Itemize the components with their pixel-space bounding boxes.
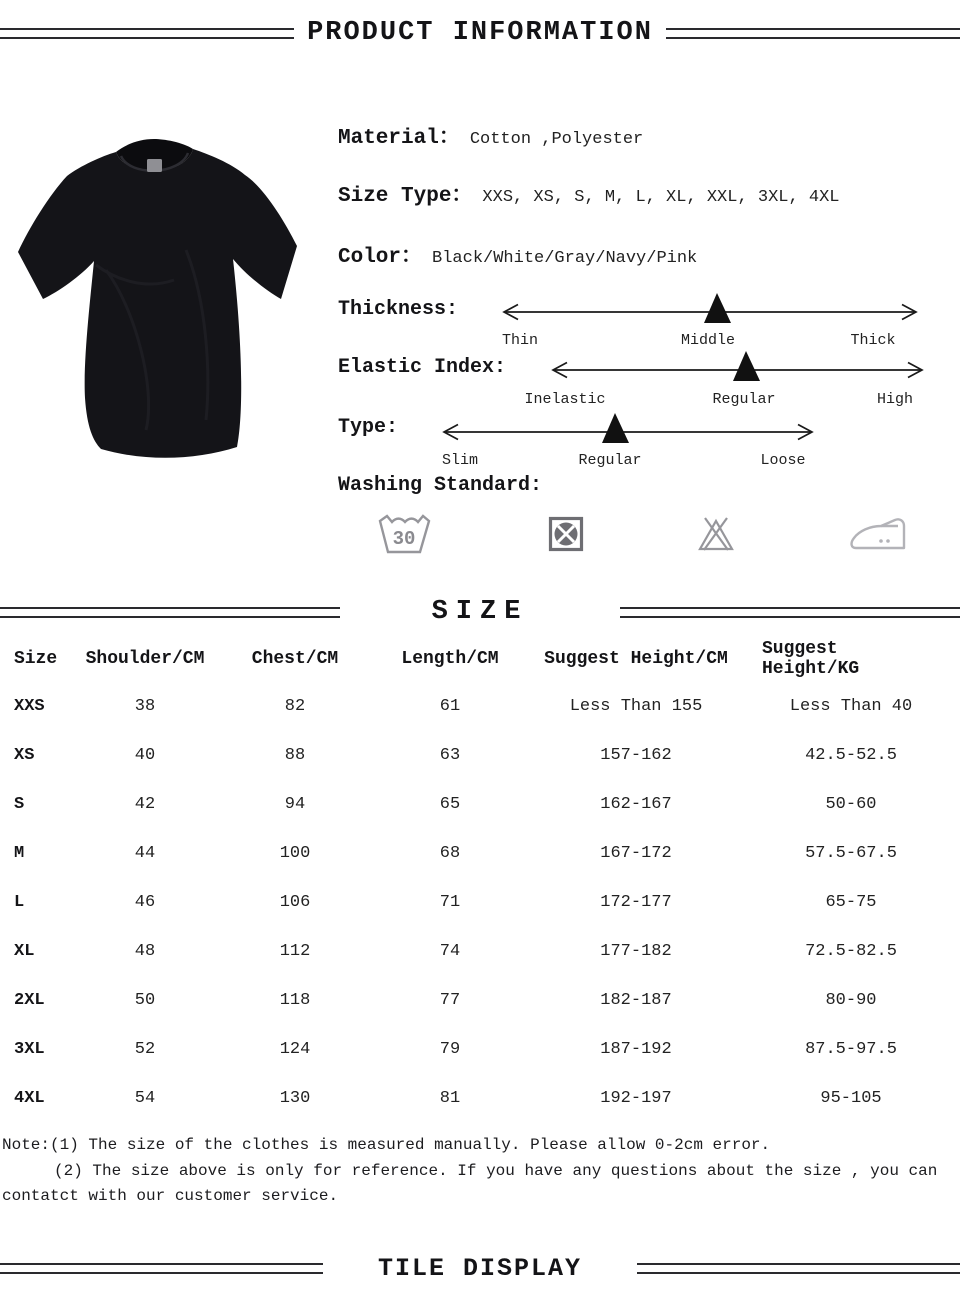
cell-length: 63 (439, 746, 461, 765)
thickness-tick-thin: Thin (501, 332, 539, 349)
elastic-tick-inelastic: Inelastic (524, 391, 606, 408)
table-row-3xl (0, 1025, 940, 1074)
cell-shoulder: 54 (134, 1089, 156, 1108)
cell-height-kg: 65-75 (825, 893, 877, 912)
tshirt-product-image (6, 130, 302, 470)
cell-size: XXS (14, 697, 45, 716)
double-rule-left (0, 1263, 323, 1274)
thickness-marker-triangle (704, 293, 731, 323)
elastic-scale-arrow (545, 350, 930, 392)
cell-chest: 124 (279, 1040, 311, 1059)
washing-standard-label: Washing Standard: (338, 474, 543, 497)
type-tick-loose: Loose (760, 452, 806, 469)
col-header-height-cm: Suggest Height/CM (544, 649, 728, 669)
page-title: PRODUCT INFORMATION (307, 18, 653, 48)
cell-size: XS (14, 746, 35, 765)
cell-height-cm: 167-172 (600, 844, 672, 863)
table-row-xxs (0, 682, 940, 731)
table-row-4xl (0, 1074, 940, 1123)
elastic-marker-triangle (733, 351, 760, 381)
cell-shoulder: 50 (134, 991, 156, 1010)
cell-chest: 88 (284, 746, 306, 765)
double-rule-right (666, 28, 960, 39)
wash-temp-text: 30 (392, 528, 416, 550)
cell-chest: 94 (284, 795, 306, 814)
cell-length: 61 (439, 697, 461, 716)
cell-height-cm: 162-167 (600, 795, 672, 814)
tshirt-collar-label (147, 159, 162, 172)
double-rule-left (0, 607, 340, 618)
cell-chest: 100 (279, 844, 311, 863)
cell-size: XL (14, 942, 35, 961)
cell-size: L (14, 893, 25, 912)
size-type-value: XXS, XS, S, M, L, XL, XXL, 3XL, 4XL (482, 188, 840, 207)
cell-height-cm: 177-182 (600, 942, 672, 961)
color-label: Color： (338, 246, 423, 269)
double-rule-left (0, 28, 294, 39)
type-label: Type: (338, 416, 399, 439)
thickness-scale-arrow (495, 292, 925, 334)
size-title: SIZE (431, 597, 529, 627)
col-header-height-kg: Suggest Height/KG (762, 639, 860, 679)
elastic-tick-regular: Regular (712, 391, 776, 408)
cell-chest: 118 (279, 991, 311, 1010)
col-header-shoulder: Shoulder/CM (85, 649, 205, 669)
color-row (338, 239, 697, 269)
type-marker-triangle (602, 413, 629, 443)
table-row-2xl (0, 976, 940, 1025)
cell-height-kg: 80-90 (825, 991, 877, 1010)
cell-height-kg: 57.5-67.5 (805, 844, 897, 863)
table-row-l (0, 878, 940, 927)
cell-length: 79 (439, 1040, 461, 1059)
table-row-xl (0, 927, 940, 976)
cell-shoulder: 38 (134, 697, 156, 716)
cell-shoulder: 48 (134, 942, 156, 961)
cell-height-cm: 187-192 (600, 1040, 672, 1059)
cell-length: 81 (439, 1089, 461, 1108)
wash-30-icon (376, 513, 432, 555)
size-table-body (0, 682, 940, 1123)
cell-height-kg: 95-105 (820, 1089, 882, 1108)
size-type-label: Size Type： (338, 185, 473, 208)
cell-shoulder: 46 (134, 893, 156, 912)
double-rule-right (637, 1263, 960, 1274)
cell-chest: 130 (279, 1089, 311, 1108)
material-value: Cotton ,Polyester (469, 130, 644, 149)
type-tick-slim: Slim (441, 452, 479, 469)
cell-length: 74 (439, 942, 461, 961)
do-not-tumble-dry-icon (548, 516, 584, 552)
note-line-1: Note:(1) The size of the clothes is measured manually. Please allow 0-2cm error. (2, 1136, 771, 1154)
double-rule-right (620, 607, 960, 618)
thickness-tick-middle: Middle (680, 332, 736, 349)
note-line-2: (2) The size above is only for reference. If you have any questions about the size , you can contatct with our customer service. (2, 1161, 938, 1205)
table-row-s (0, 780, 940, 829)
cell-shoulder: 40 (134, 746, 156, 765)
cell-size: 2XL (14, 991, 45, 1010)
tile-display-header (0, 1254, 960, 1283)
type-tick-regular: Regular (578, 452, 642, 469)
cell-height-kg: Less Than 40 (789, 697, 913, 716)
type-scale-arrow (435, 412, 820, 454)
cell-shoulder: 42 (134, 795, 156, 814)
cell-chest: 106 (279, 893, 311, 912)
material-row (338, 120, 643, 150)
cell-chest: 82 (284, 697, 306, 716)
color-value: Black/White/Gray/Navy/Pink (432, 249, 698, 268)
cell-height-cm: 192-197 (600, 1089, 672, 1108)
size-table-header-row (0, 639, 940, 679)
cell-chest: 112 (279, 942, 311, 961)
cell-length: 65 (439, 795, 461, 814)
do-not-bleach-icon (696, 515, 736, 553)
size-notes (2, 1133, 948, 1210)
tshirt-body (18, 149, 297, 458)
elastic-index-label: Elastic Index: (338, 356, 507, 379)
cell-length: 71 (439, 893, 461, 912)
tile-display-title: TILE DISPLAY (377, 1254, 583, 1283)
cell-size: 3XL (14, 1040, 45, 1059)
iron-icon (848, 512, 908, 554)
material-label: Material： (338, 127, 460, 150)
table-row-m (0, 829, 940, 878)
thickness-label: Thickness: (338, 298, 459, 321)
size-type-row (338, 178, 839, 208)
cell-size: M (14, 844, 25, 863)
col-header-chest: Chest/CM (251, 649, 339, 669)
elastic-tick-high: High (876, 391, 914, 408)
col-header-size: Size (14, 649, 58, 669)
cell-height-cm: 157-162 (600, 746, 672, 765)
product-information-header (0, 18, 960, 48)
cell-size: 4XL (14, 1089, 45, 1108)
size-section-header (0, 597, 960, 627)
cell-height-cm: 182-187 (600, 991, 672, 1010)
col-header-length: Length/CM (401, 649, 499, 669)
cell-size: S (14, 795, 25, 814)
thickness-tick-thick: Thick (850, 332, 896, 349)
cell-height-cm: 172-177 (600, 893, 672, 912)
cell-length: 77 (439, 991, 461, 1010)
cell-shoulder: 52 (134, 1040, 156, 1059)
cell-height-kg: 87.5-97.5 (805, 1040, 897, 1059)
cell-height-kg: 42.5-52.5 (805, 746, 897, 765)
cell-length: 68 (439, 844, 461, 863)
cell-height-kg: 72.5-82.5 (805, 942, 897, 961)
cell-shoulder: 44 (134, 844, 156, 863)
cell-height-cm: Less Than 155 (569, 697, 703, 716)
cell-height-kg: 50-60 (825, 795, 877, 814)
table-row-xs (0, 731, 940, 780)
